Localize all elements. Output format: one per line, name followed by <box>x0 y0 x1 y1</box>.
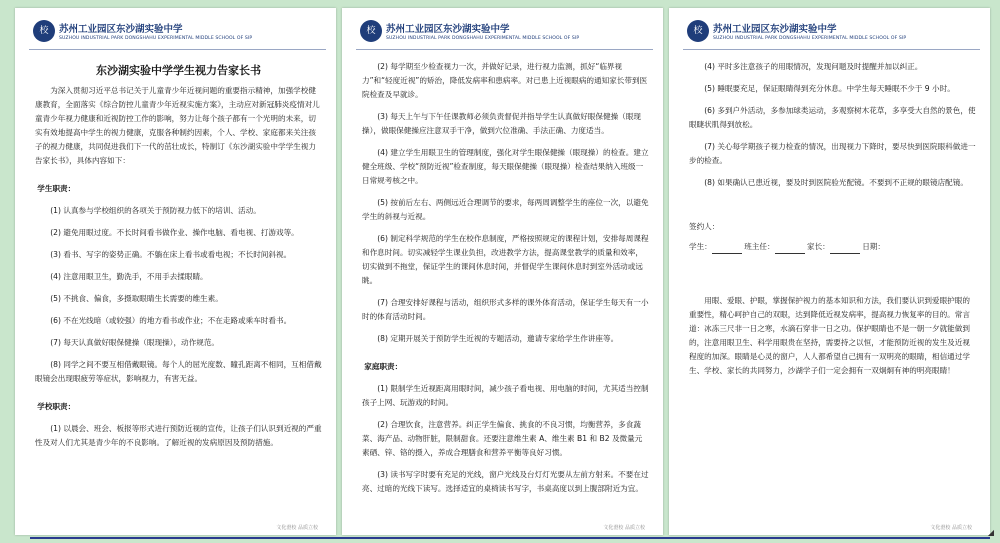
document-page-2 <box>342 8 663 535</box>
list-item: (7) 关心每学期孩子视力检查的情况，出现视力下降时，要尽快到医院眼科做进一步的检查。 <box>689 142 976 165</box>
list-item: (7) 合理安排好课程与活动，组织形式多样的课外体育活动，保证学生每天有一小时的体育活动时间。 <box>362 298 649 321</box>
list-item: (1) 认真参与学校组织的各项关于预防视力低下的培训、活动。 <box>50 206 261 215</box>
list-item: (2) 合理饮食，注意营养。纠正学生偏食、挑食的不良习惯，均衡营养，多食蔬菜、海产品、动物肝脏，限制甜食。还要注意维生素 A、维生素 B1 和 B2 及微量元素硒、锌、铬的摄入，养成合理膳食和营养平衡等良好习惯。 <box>362 420 643 457</box>
sign-date-label: 日期： <box>862 242 885 251</box>
page-footer: 文化澄校 品质立校 <box>276 525 318 531</box>
intro-paragraph: 为深入贯彻习近平总书记关于儿童青少年近视问题的重要指示精神，加强学校健康教育，全面落实《综合防控儿童青少年近视实施方案》，主动应对新冠肺炎疫情对儿童青少年视力健康和近视防控工作的影响，努力让每个孩子都有一个光明的未来，切实有效地提高中学生的视力健康，克服各种制约因素，个人、学校、家庭都来关注孩子的视力健康，共同促进我们下一代的茁壮成长，特制订《东沙湖实验中学学生视力告家长书》，具体内容如下： <box>35 86 320 165</box>
list-item: (4) 注意用眼卫生，勤洗手，不用手去揉眼睛。 <box>50 272 208 281</box>
page-footer: 文化澄校 品质立校 <box>603 525 645 531</box>
list-item: (4) 平时多注意孩子的用眼情况，发现问题及时提醒并加以纠正。 <box>704 62 923 71</box>
list-item: (6) 制定科学规范的学生在校作息制度，严格按照规定的课程计划，安排每周课程和作息时间。切实减轻学生课业负担，改进教学方法，提高课堂教学的质量和效率，切实做到不拖堂，保证学生的课间休息时间，并督促学生课间休息时到室外活动或远眺。 <box>362 234 649 285</box>
document-page-3 <box>669 8 990 535</box>
page-body <box>689 60 976 386</box>
list-item: (8) 同学之间不要互相借戴眼镜。每个人的屈光度数、瞳孔距离不相同，互相借戴眼镜会出现眼疲劳等症状，影响视力，有害无益。 <box>35 360 322 383</box>
page-header <box>29 14 326 50</box>
school-logo-icon: 校 <box>687 20 709 42</box>
school-name-cn: 苏州工业园区东沙湖实验中学 <box>386 24 510 35</box>
list-item: (3) 看书、写字的姿势正确。不躺在床上看书或看电视；不长时间斜视。 <box>50 250 292 259</box>
list-item: (3) 每天上午与下午任课教师必须负责督促并指导学生认真做好眼保健操（眼现操），做眼保健操应注意双手干净，做到穴位准确、手法正确、力度适当。 <box>362 112 641 135</box>
bottom-divider <box>30 537 990 539</box>
list-item: (1) 限制学生近视距离用眼时间，减少孩子看电视、用电脑的时间，尤其适当控制孩子上网、玩游戏的时间。 <box>362 384 649 407</box>
family-duties-heading: 家庭职责： <box>364 362 403 371</box>
page-header <box>683 14 980 50</box>
list-item: (2) 避免用眼过度。不长时间看书做作业、操作电脑、看电视、打游戏等。 <box>50 228 299 237</box>
sign-teacher-label: 班主任： <box>744 242 775 251</box>
list-item: (8) 如果确认已患近视，要及时到医院验光配镜。不要到不正规的眼镜店配镜。 <box>704 178 968 187</box>
page-header <box>356 14 653 50</box>
signature-section <box>689 220 976 254</box>
list-item: (5) 睡眠要充足，保证眼睛得到充分休息。中学生每天睡眠不少于 9 小时。 <box>704 84 955 93</box>
school-duties-heading: 学校职责： <box>37 402 76 411</box>
student-duties-heading: 学生职责： <box>37 184 76 193</box>
signature-row <box>689 240 976 254</box>
sign-teacher-blank[interactable] <box>775 245 805 254</box>
list-item: (7) 每天认真做好眼保健操（眼现操），动作规范。 <box>50 338 220 347</box>
list-item: (6) 多到户外活动，多参加球类运动，多观察树木花草，多享受大自然的景色，使眼睫状肌得到放松。 <box>689 106 976 129</box>
school-name-en: SUZHOU INDUSTRIAL PARK DONGSHAHU EXPERIMENTAL MIDDLE SCHOOL OF SIP <box>386 36 580 41</box>
list-item: (3) 读书写字时要有充足的光线，窗户光线及台灯灯光要从左前方射来。不要在过亮、过暗的光线下读写。选择适宜的桌椅读书写字，书桌高度以到上腹部附近为宜。 <box>362 470 649 493</box>
list-item: (6) 不在光线暗（或较强）的地方看书或作业；不在走路或乘车时看书。 <box>50 316 292 325</box>
document-title: 东沙湖实验中学学生视力告家长书 <box>96 64 261 77</box>
list-item: (2) 每学期至少检查视力一次，并做好记录，进行视力监测，抓好“临界视力”和“轻度近视”的矫治，降低发病率和患病率。对已患上近视眼病的通知家长带到医院检查及早就诊。 <box>362 62 648 99</box>
list-item: (8) 定期开展关于预防学生近视的专题活动，邀请专家给学生作讲座等。 <box>377 334 619 343</box>
closing-paragraph: 用眼、爱眼、护眼，掌握保护视力的基本知识和方法，我们要认识到爱眼护眼的重要性，精心呵护自己的双眼，达到降低近视发病率，提高视力恢复率的目的。常言道：冰冻三尺非一日之寒，水滴石穿非一日之功。保护眼睛也不是一朝一夕就能做到的，注意用眼卫生、科学用眼贵在坚持，需要持之以恒，才能预防近视的发生及近视程度的加深。眼睛是心灵的窗户，人人都希望自己拥有一双明亮的眼睛，相信通过学生、学校、家长的共同努力，沙湖学子们一定会拥有一双炯炯有神的明亮眼睛！ <box>689 296 970 375</box>
page-footer: 文化澄校 品质立校 <box>930 525 972 531</box>
school-name-cn: 苏州工业园区东沙湖实验中学 <box>713 24 837 35</box>
list-item: (5) 按前后左右、两侧远近合理调节的要求，每两周调整学生的座位一次，以避免学生的斜视与近视。 <box>362 198 649 221</box>
page-body <box>362 60 649 504</box>
school-name-en: SUZHOU INDUSTRIAL PARK DONGSHAHU EXPERIMENTAL MIDDLE SCHOOL OF SIP <box>713 36 907 41</box>
school-name-en: SUZHOU INDUSTRIAL PARK DONGSHAHU EXPERIMENTAL MIDDLE SCHOOL OF SIP <box>59 36 253 41</box>
sign-student-label: 学生： <box>689 242 712 251</box>
school-name-cn: 苏州工业园区东沙湖实验中学 <box>59 24 183 35</box>
page-body <box>35 60 322 458</box>
document-page-1 <box>15 8 336 535</box>
list-item: (4) 建立学生用眼卫生的管理制度，强化对学生眼保健操（眼现操）的检查。建立健全班级、学校“预防近视”检查制度，每天眼保健操（眼现操）检查结果纳入班级一日常规考核之中。 <box>362 148 649 185</box>
school-logo-icon: 校 <box>33 20 55 42</box>
resize-corner-icon[interactable]: ◢ <box>987 528 994 537</box>
sign-parent-blank[interactable] <box>830 245 860 254</box>
signature-label: 签约人： <box>689 222 720 231</box>
sign-parent-label: 家长： <box>807 242 830 251</box>
list-item: (1) 以晨会、班会、板报等形式进行预防近视的宣传，让孩子们认识到近视的严重性及对人们尤其是青少年的不良影响。了解近视的发病原因及预防措施。 <box>35 424 322 447</box>
list-item: (5) 不挑食、偏食，多摄取眼睛生长需要的维生素。 <box>50 294 223 303</box>
sign-student-blank[interactable] <box>712 245 742 254</box>
school-logo-icon: 校 <box>360 20 382 42</box>
